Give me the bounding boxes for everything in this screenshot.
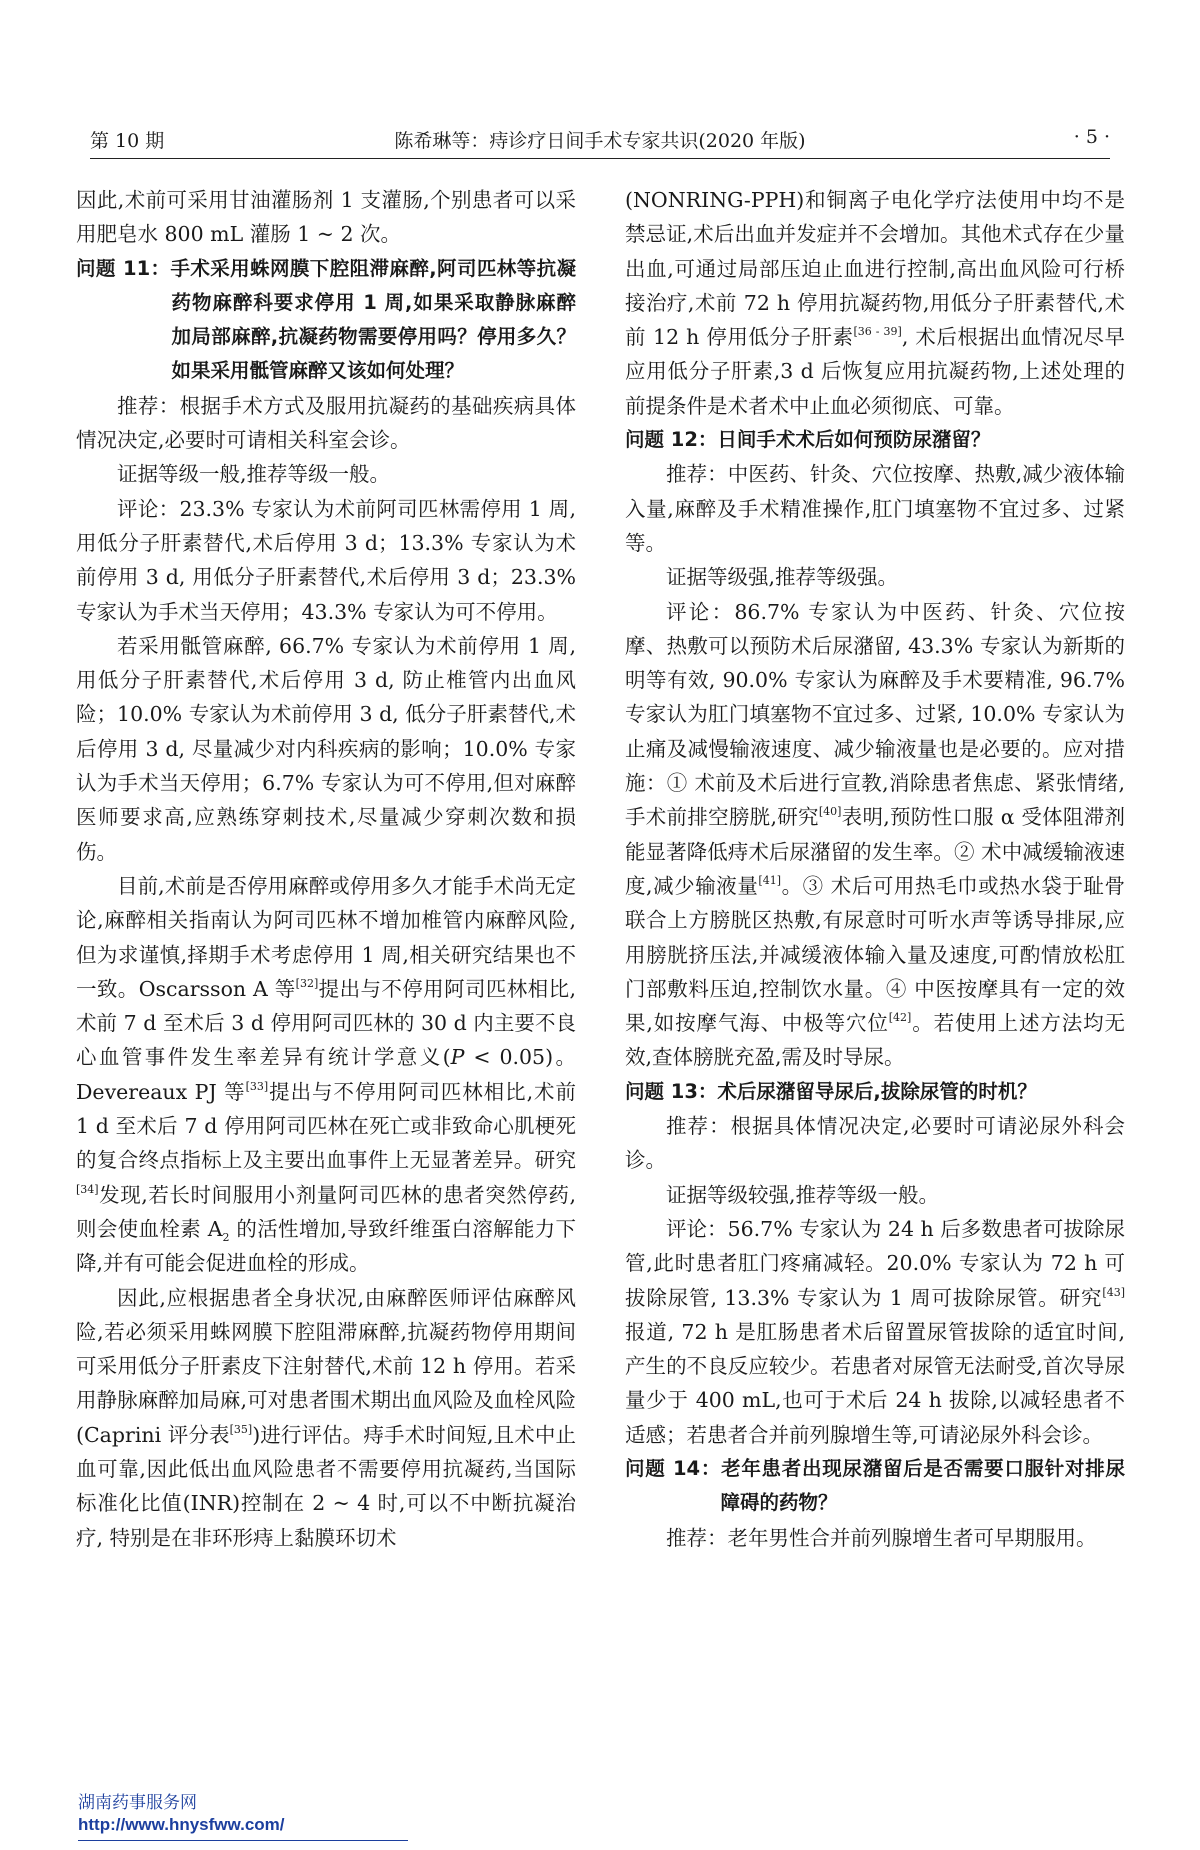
paragraph-enema: 因此,术前可采用甘油灌肠剂 1 支灌肠,个别患者可以采用肥皂水 800 mL 灌肠 1 ~ 2 次。 [76,188,576,247]
comment-12: 评论：86.7% 专家认为中医药、针灸、穴位按摩、热敷可以预防术后尿潴留, 43.3% 专家认为新斯的明等有效, 90.0% 专家认为麻醉及手术要精准, 96.7% 专家认为肛门填塞物不宜过多、过紧, 10.0% 专家认为止痛及减慢输液速度、减少输液量也是必要的。应对措施：① 术前及术后进行宣教,消除患者焦虑、紧张情绪,手术前排空膀胱,研究[40]表明,预防性口服 α 受体阻滞剂能显著降低痔术后尿潴留的发生率。② 术中减缓输液速度,减少输液量[41]。③ 术后可用热毛巾或热水袋于耻骨联合上方膀胱区热敷,有尿意时可听水声等诱导排尿,应用膀胱挤压法,并减缓液体输入量及速度,可酌情放松肛门部敷料压迫,控制饮水量。④ 中医按摩具有一定的效果,如按摩气海、中极等穴位[42]。若使用上述方法均无效,查体膀胱充盈,需及时导尿。 [625,599,1126,1070]
running-header [90,122,1110,159]
question-13-heading: 问题 13：术后尿潴留导尿后,拔除尿管的时机？ [625,1079,1037,1103]
question-14-heading: 问题 14：老年患者出现尿潴留后是否需要口服针对排尿障碍的药物？ [625,1456,1125,1515]
site-url-link[interactable]: http://www.hnysfww.com/ [78,1815,285,1834]
paragraph-current-evidence: 目前,术前是否停用麻醉或停用多久才能手术尚无定论,麻醉相关指南认为阿司匹林不增加椎管内麻醉风险,但为求谨慎,择期手术考虑停用 1 周,相关研究结果也不一致。Oscarsson A 等[32]提出与不停用阿司匹林相比,术前 7 d 至术后 3 d 停用阿司匹林的 30 d 内主要不良心血管事件发生率差异有统计学意义(P < 0.05)。Devereaux PJ 等[33]提出与不停用阿司匹林相比,术前 1 d 至术后 7 d 停用阿司匹林在死亡或非致命心肌梗死的复合终点指标上及主要出血事件上无显著差异。研究[34]发现,若长时间服用小剂量阿司匹林的患者突然停药,则会使血栓素 $A_2$ 的活性增加,导致纤维蛋白溶解能力下降,并有可能会促进血栓的形成。 [76,873,577,1276]
paragraph-sacral-anesthesia: 若采用骶管麻醉, 66.7% 专家认为术前停用 1 周,用低分子肝素替代,术后停用 3 d, 防止椎管内出血风险；10.0% 专家认为术前停用 3 d, 低分子肝素替代,术后停用 3 d, 尽量减少对内科疾病的影响；10.0% 专家认为手术当天停用；6.7% 专家认为可不停用,但对麻醉医师要求高,应熟练穿刺技术,尽量减少穿刺次数和损伤。 [76,633,576,864]
citation: [40] [818,805,842,819]
citation: [32] [295,976,319,990]
citation: [42] [888,1011,912,1025]
paragraph-conclusion: 因此,应根据患者全身状况,由麻醉医师评估麻醉风险,若必须采用蛛网膜下腔阻滞麻醉,抗凝药物停用期间可采用低分子肝素皮下注射替代,术前 12 h 停用。若采用静脉麻醉加局麻,可对患者围术期出血风险及血栓风险(Caprini 评分表[35])进行评估。痔手术时间短,且术中止血可靠,因此低出血风险患者不需要停用抗凝药,当国际标准化比值(INR)控制在 2 ~ 4 时,可以不中断抗凝治疗, 特别是在非环形痔上黏膜环切术 [76,1285,576,1550]
citation: [34] [76,1182,99,1196]
evidence-grade-13: 证据等级较强,推荐等级一般。 [666,1182,940,1207]
evidence-grade-11: 证据等级一般,推荐等级一般。 [117,462,391,487]
evidence-grade-12: 证据等级强,推荐等级强。 [666,565,899,590]
site-name: 湖南药事服务网 [78,1793,197,1813]
left-column [76,183,576,1555]
running-title: 陈希琳等：痔诊疗日间手术专家共识(2020 年版) [394,130,806,152]
right-column [625,183,1125,1555]
citation: [33] [245,1079,269,1093]
recommendation-14: 推荐：老年男性合并前列腺增生者可早期服用。 [666,1525,1097,1550]
citation: [41] [758,873,782,887]
paragraph-continuation: (NONRING-PPH)和铜离子电化学疗法使用中均不是禁忌证,术后出血并发症并不会增加。其他术式存在少量出血,可通过局部压迫止血进行控制,高出血风险可行桥接治疗,术前 72 h 停用抗凝药物,用低分子肝素替代,术前 12 h 停用低分子肝素[36 - 39], 术后根据出血情况尽早应用低分子肝素,3 d 后恢复应用抗凝药物,上述处理的前提条件是术者术中止血必须彻底、可靠。 [625,188,1125,418]
comment-11: 评论：23.3% 专家认为术前阿司匹林需停用 1 周,用低分子肝素替代,术后停用 3 d；13.3% 专家认为术前停用 3 d, 用低分子肝素替代,术后停用 3 d；23.3% 专家认为手术当天停用；43.3% 专家认为可不停用。 [76,496,576,624]
comment-13: 评论：56.7% 专家认为 24 h 后多数患者可拔除尿管,此时患者肛门疼痛减轻。20.0% 专家认为 72 h 可拔除尿管, 13.3% 专家认为 1 周可拔除尿管。研究[43]报道, 72 h 是肛肠患者术后留置尿管拔除的适宜时间,产生的不良反应较少。若患者对尿管无法耐受,首次导尿量少于 400 mL,也可于术后 24 h 拔除,以减轻患者不适感；若患者合并前列腺增生等,可请泌尿外科会诊。 [625,1216,1125,1447]
watermark-footer [78,1792,408,1841]
recommendation-11: 推荐：根据手术方式及服用抗凝药的基础疾病具体情况决定,必要时可请相关科室会诊。 [76,393,576,453]
page-number: · 5 · [1073,126,1110,148]
citation: [36 - 39] [853,325,902,339]
recommendation-12: 推荐：中医药、针灸、穴位按摩、热敷,减少液体输入量,麻醉及手术精准操作,肛门填塞物不宜过多、过紧等。 [625,462,1125,555]
citation: [35] [229,1422,253,1436]
issue-number: 第 10 期 [90,130,165,152]
recommendation-13: 推荐：根据具体情况决定,必要时可请泌尿外科会诊。 [625,1114,1125,1173]
question-12-heading: 问题 12：日间手术术后如何预防尿潴留？ [625,428,991,452]
citation: [43] [1102,1285,1125,1299]
footer-rule [78,1840,408,1841]
question-11-heading: 问题 11：手术采用蛛网膜下腔阻滞麻醉,阿司匹林等抗凝药物麻醉科要求停用 1 周,如果采取静脉麻醉加局部麻醉,抗凝药物需要停用吗？停用多久？如果采用骶管麻醉又该如何处理？ [76,256,576,383]
